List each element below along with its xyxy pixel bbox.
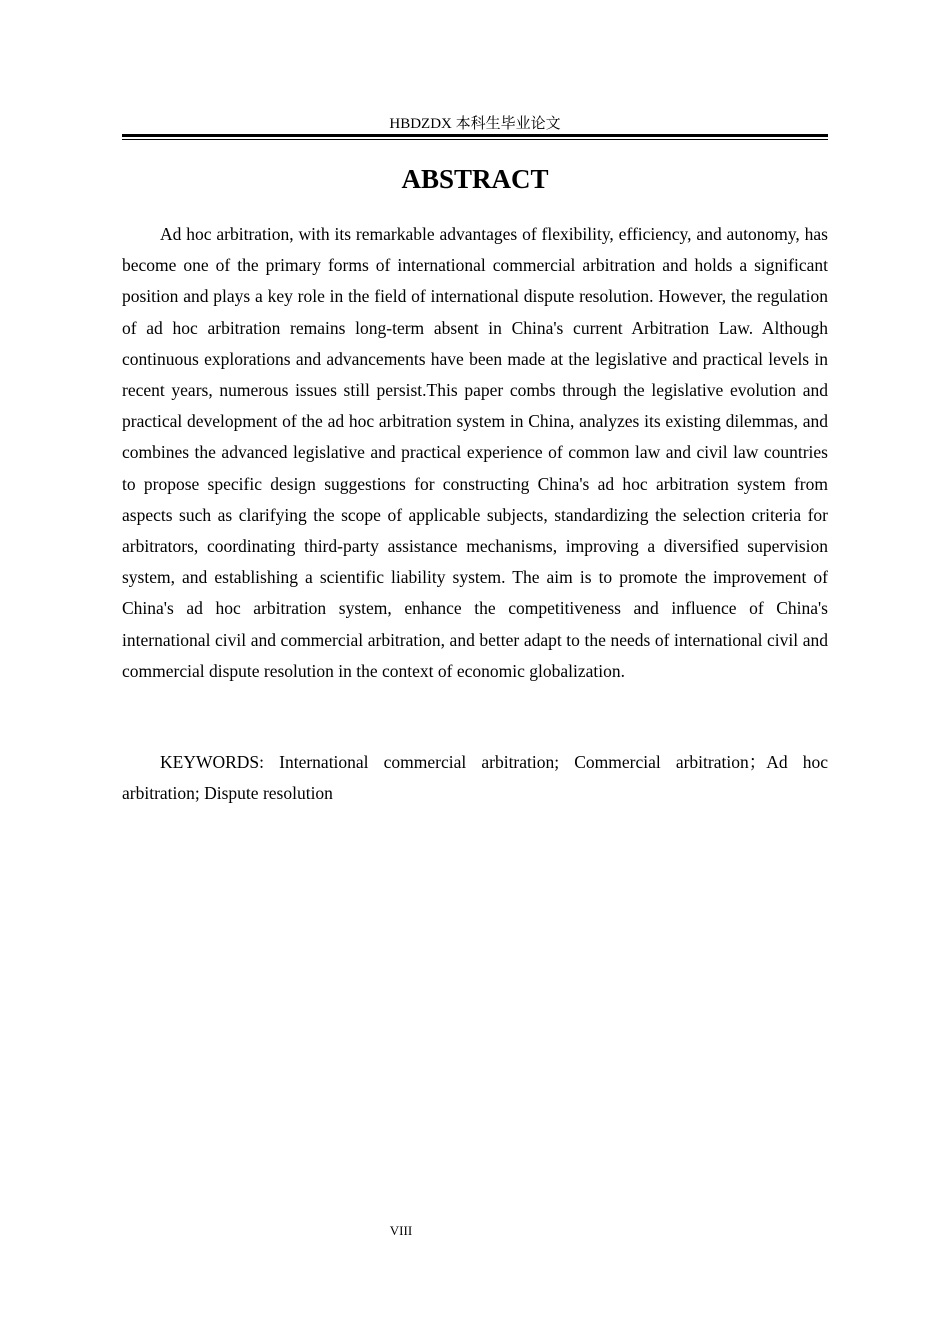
abstract-paragraph: Ad hoc arbitration, with its remarkable advantages of flexibility, efficiency, and autonomy, has become one of the primary forms of international commercial arbitration and holds a significant position and plays a key role in the field of international dispute resolution. However, the regulation of ad hoc arbitration remains long-term absent in China's current Arbitration Law. Although continuous explorations and advancements have been made at the legislative and practical levels in recent years, numerous issues still persist.This paper combs through the legislative evolution and practical development of the ad hoc arbitration system in China, analyzes its existing dilemmas, and combines the advanced legislative and practical experience of common law and civil law countries to propose specific design suggestions for constructing China's ad hoc arbitration system from aspects such as clarifying the scope of applicable subjects, standardizing the selection criteria for arbitrators, coordinating third-party assistance mechanisms, improving a diversified supervision system, and establishing a scientific liability system. The aim is to promote the improvement of China's ad hoc arbitration system, enhance the competitiveness and influence of China's international civil and commercial arbitration, and better adapt to the needs of international civil and commercial dispute resolution in the context of economic globalization. <box>122 224 828 681</box>
keywords-paragraph: KEYWORDS: International commercial arbitration; Commercial arbitration；Ad hoc arbitration; Dispute resolution <box>122 752 828 804</box>
running-header: HBDZDX 本科生毕业论文 <box>389 116 561 132</box>
page-title: ABSTRACT <box>401 164 549 194</box>
page-number: VIII <box>389 1223 413 1238</box>
header-rule-thin <box>122 139 828 140</box>
header-rule-thick <box>122 134 828 137</box>
